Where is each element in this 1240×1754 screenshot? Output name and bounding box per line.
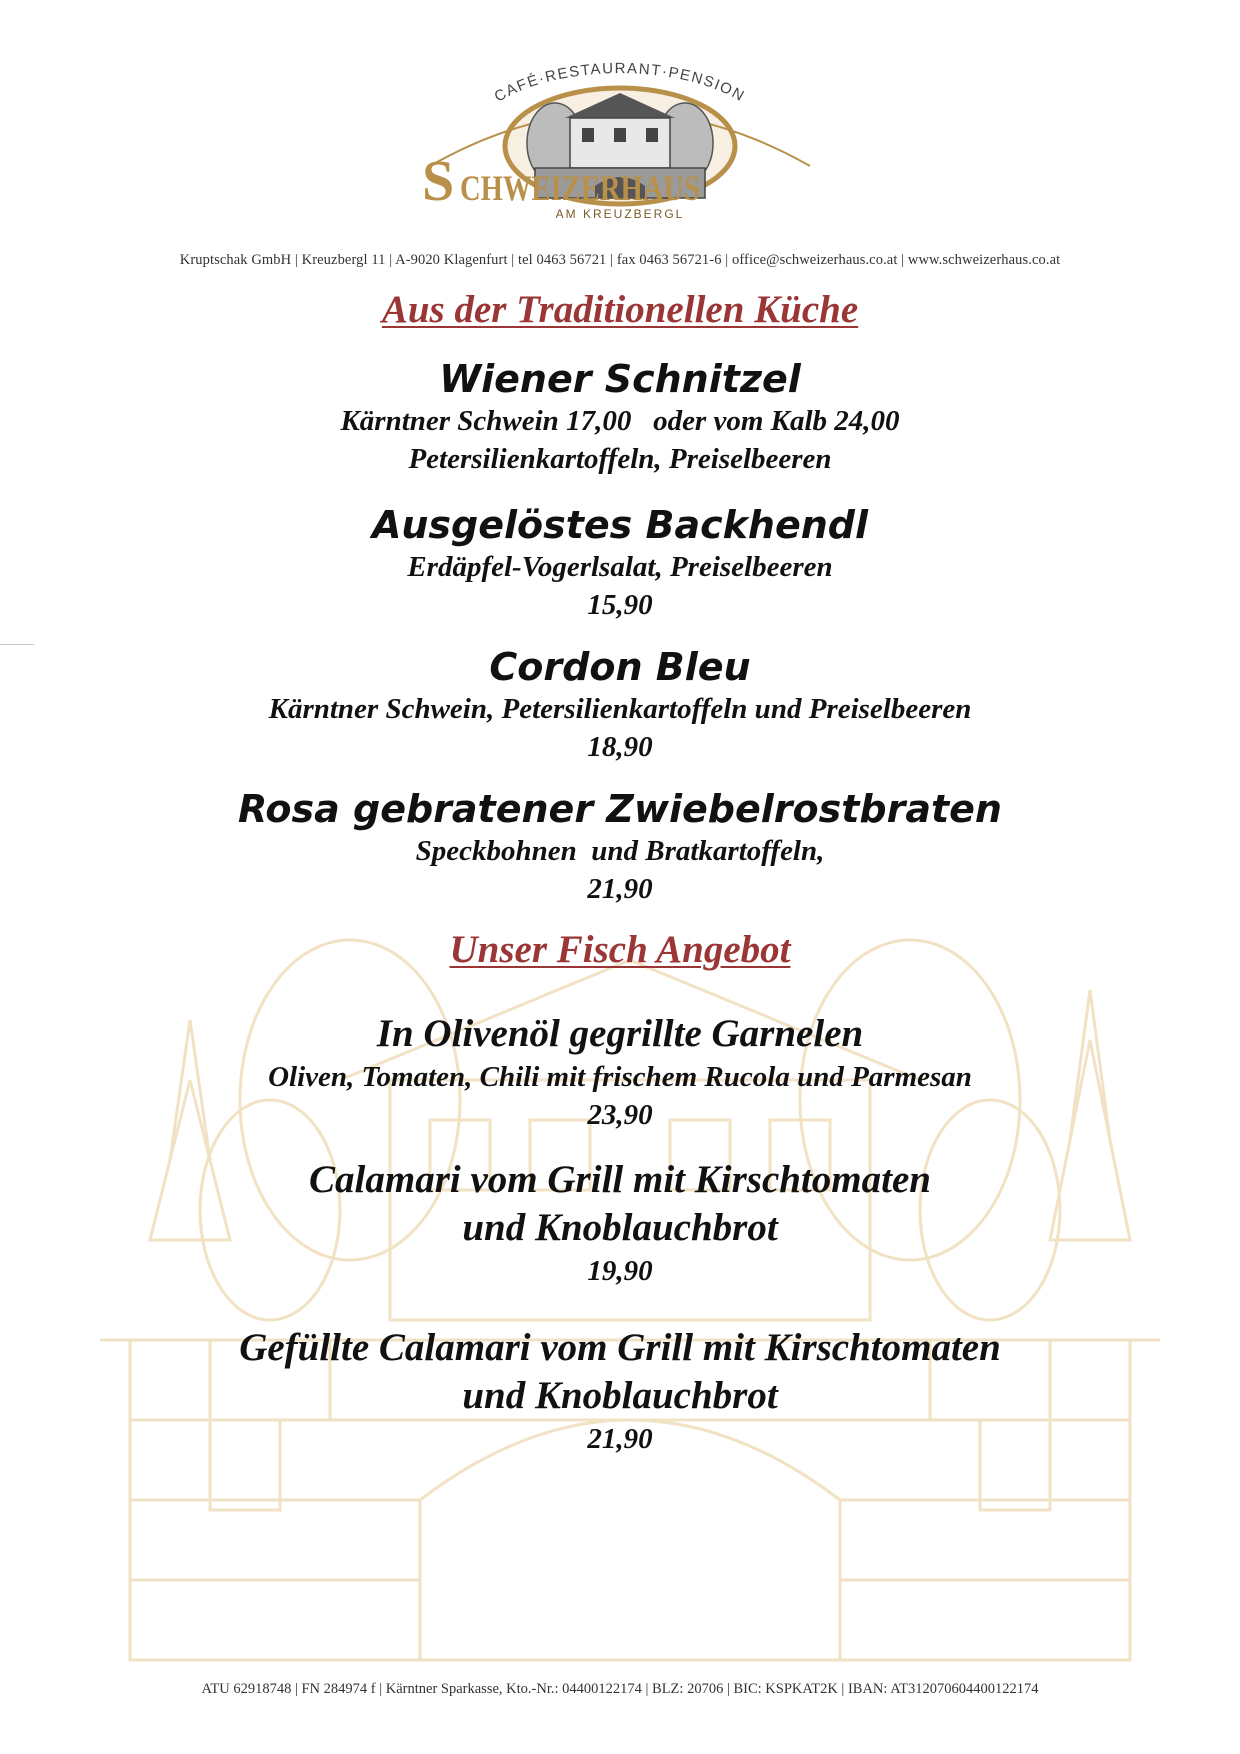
logo-arc-text: CAFÉ·RESTAURANT·PENSION [491,60,748,106]
section-title-traditional: Aus der Traditionellen Küche [381,288,859,331]
schweizerhaus-logo [410,48,830,248]
dish-description: Kärntner Schwein, Petersilienkartoffeln und Preiselbeeren [268,693,972,725]
dish-name: Cordon Bleu [489,645,751,689]
dish-name: und Knoblauchbrot [462,1374,778,1417]
dish-calamari [0,1156,1240,1290]
logo-initial: S [422,148,455,213]
dish-backhendl [0,502,1240,624]
dish-description: Kärntner Schwein 17,00 oder vom Kalb 24,00 [340,405,900,437]
dish-name: und Knoblauchbrot [462,1206,778,1249]
dish-name: Rosa gebratener Zwiebelrostbraten [238,787,1002,831]
dish-price: 21,90 [587,1423,653,1455]
dish-gefuellte-calamari [0,1324,1240,1458]
dish-cordon-bleu [0,644,1240,766]
address-line: Kruptschak GmbH | Kreuzbergl 11 | A-9020 Klagenfurt | tel 0463 56721 | fax 0463 56721-6 | office@schweizerhaus.co.at | www.schweizerhaus.co.at [179,252,1061,268]
dish-name: In Olivenöl gegrillte Garnelen [376,1012,864,1055]
dish-price: 18,90 [587,731,653,763]
dish-price: 19,90 [587,1255,653,1287]
dish-zwiebelrostbraten [0,786,1240,908]
dish-description: Oliven, Tomaten, Chili mit frischem Rucola und Parmesan [268,1061,972,1093]
dish-price: 15,90 [587,589,653,621]
logo-name: CHWEIZERHAUS [460,168,700,208]
dish-name: Gefüllte Calamari vom Grill mit Kirschtomaten [239,1326,1001,1369]
dish-name: Calamari vom Grill mit Kirschtomaten [309,1158,931,1201]
dish-name: Wiener Schnitzel [439,357,801,401]
menu-content [0,280,1240,1458]
dish-name: Ausgelöstes Backhendl [371,503,869,547]
bank-details-footer: ATU 62918748 | FN 284974 f | Kärntner Sparkasse, Kto.-Nr.: 04400122174 | BLZ: 20706 | BIC: KSPKAT2K | IBAN: AT312070604400122174 [201,1681,1039,1697]
dish-wiener-schnitzel [0,356,1240,478]
dish-description: Erdäpfel-Vogerlsalat, Preiselbeeren [407,551,833,583]
dish-description: Speckbohnen und Bratkartoffeln, [415,835,825,867]
dish-description: Petersilienkartoffeln, Preiselbeeren [408,443,832,475]
dish-garnelen [0,1010,1240,1134]
dish-price: 21,90 [587,873,653,905]
logo-subtitle: AM KREUZBERGL [555,207,685,221]
dish-price: 23,90 [587,1099,653,1131]
section-title-fish: Unser Fisch Angebot [449,928,791,971]
